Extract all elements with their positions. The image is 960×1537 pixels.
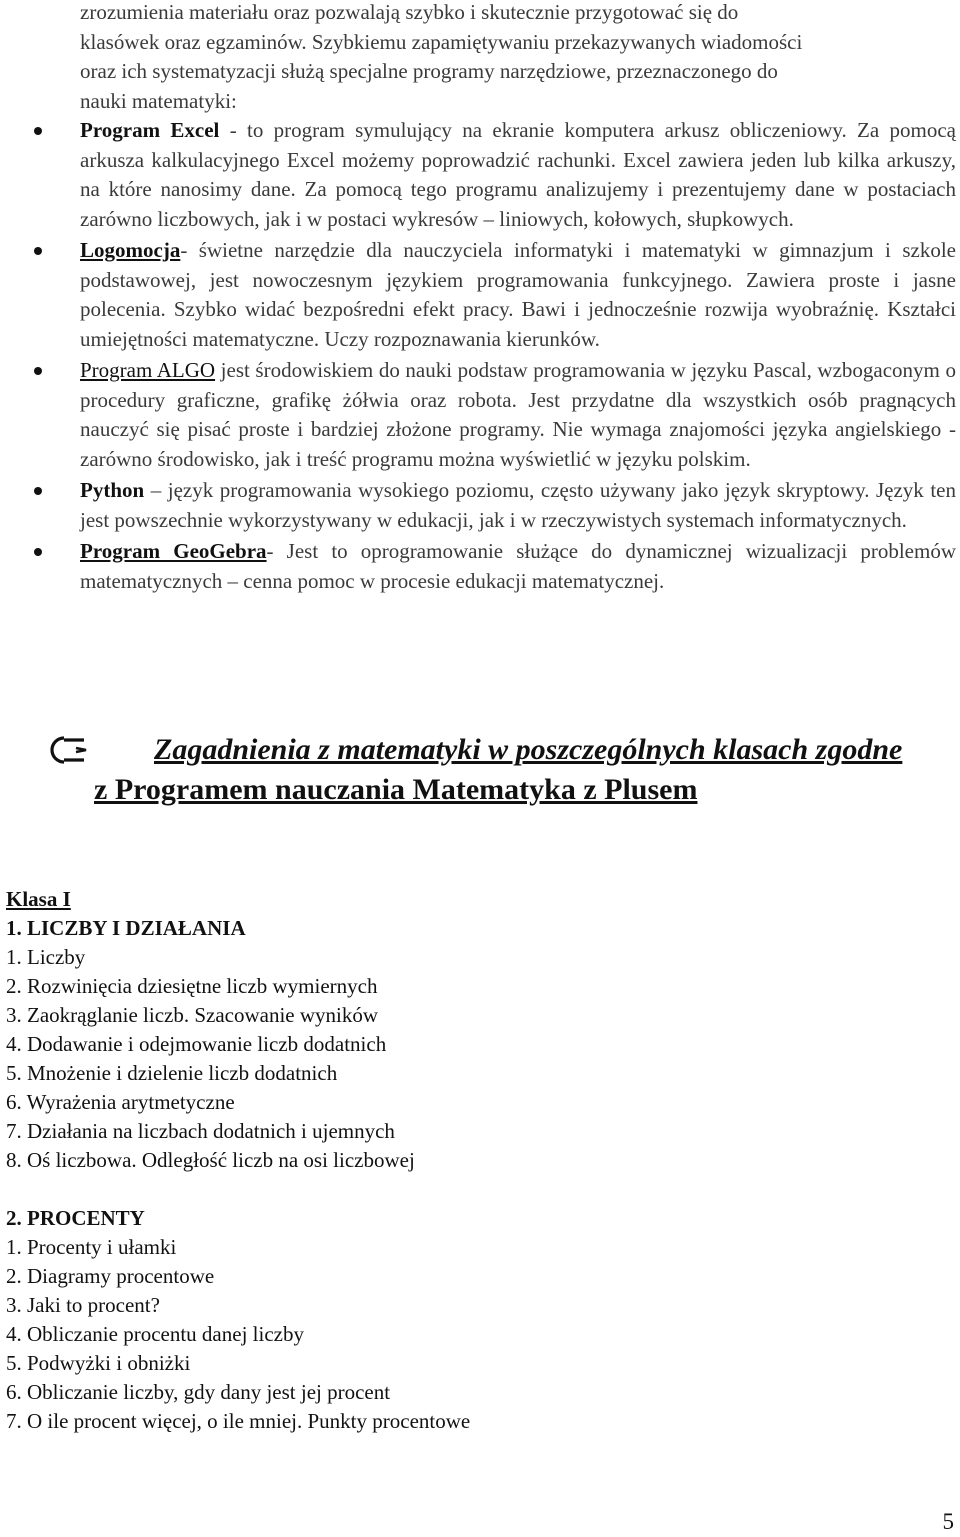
intro-line-4: nauki matematyki: bbox=[80, 88, 237, 113]
intro-line-2: klasówek oraz egzaminów. Szybkiemu zapamiętywaniu przekazywanych wiadomości bbox=[80, 29, 803, 54]
tool-name: Python bbox=[80, 478, 145, 502]
tool-name: Program ALGO bbox=[80, 358, 216, 382]
tool-description: – język programowania wysokiego poziomu, często używany jako język skryptowy. Język ten jest powszechnie wykorzystywany w edukacji, jak i w rzeczywistych systemach informatycznych. bbox=[80, 478, 956, 532]
intro-line-3: oraz ich systematyzacji służą specjalne programy narzędziowe, przeznaczonego do bbox=[80, 59, 778, 83]
tool-description: - Jest to oprogramowanie służące do dynamicznej wizualizacji problemów matematycznych – cenna pomoc w procesie edukacji matematycznej. bbox=[80, 539, 956, 593]
tool-item-algo bbox=[80, 356, 956, 474]
list-item: 5. Mnożenie i dzielenie liczb dodatnich bbox=[6, 1061, 338, 1085]
class-title: Klasa I bbox=[6, 887, 71, 911]
intro-paragraph bbox=[80, 0, 956, 116]
list-item: 5. Podwyżki i obniżki bbox=[6, 1351, 191, 1375]
tool-name: Program GeoGebra bbox=[80, 539, 267, 563]
tool-description: - świetne narzędzie dla nauczyciela informatyki i matematyki w gimnazjum i szkole podstawowej, jest nowoczesnym językiem programowania funkcyjnego. Zawiera proste i jasne polecenia. Szybko widać bezpośredni efekt pracy. Bawi i jednocześnie rozwija wyobraźnię. Kształci umiejętności matematyczne. Uczy rozpoznawania kierunków. bbox=[80, 238, 956, 351]
arrow-right-icon bbox=[50, 732, 88, 768]
list-item: 7. O ile procent więcej, o ile mniej. Punkty procentowe bbox=[6, 1409, 471, 1433]
list-item: 8. Oś liczbowa. Odległość liczb na osi liczbowej bbox=[6, 1148, 415, 1172]
tool-item-geogebra bbox=[80, 537, 956, 596]
heading-line-2: z Programem nauczania Matematyka z Plusem bbox=[94, 773, 698, 806]
heading-line-1: Zagadnienia z matematyki w poszczególnych klasach zgodne bbox=[154, 733, 903, 766]
tool-description: - to program symulujący na ekranie komputera arkusz obliczeniowy. Za pomocą arkusza kalkulacyjnego Excel możemy poprowadzić rachunki. Excel zawiera jeden lub kilka arkuszy, na które nanosimy dane. Za pomocą tego programu analizujemy i prezentujemy dane w postaciach zarówno liczbowych, jak i w postaci wykresów – liniowych, kołowych, słupkowych. bbox=[80, 118, 956, 231]
tool-item-excel bbox=[80, 116, 956, 234]
tool-item-python bbox=[80, 476, 956, 535]
bullet-icon bbox=[34, 367, 42, 375]
tool-name: Logomocja bbox=[80, 238, 181, 262]
intro-line-1: zrozumienia materiału oraz pozwalają szybko i skutecznie przygotować się do bbox=[80, 0, 739, 24]
list-item: 1. Liczby bbox=[6, 945, 86, 969]
list-item: 4. Dodawanie i odejmowanie liczb dodatnich bbox=[6, 1032, 387, 1056]
section-title: 2. PROCENTY bbox=[6, 1206, 145, 1230]
list-item: 1. Procenty i ułamki bbox=[6, 1235, 177, 1259]
list-item: 3. Zaokrąglanie liczb. Szacowanie wyników bbox=[6, 1003, 379, 1027]
bullet-icon bbox=[34, 548, 42, 556]
page-number: 5 bbox=[942, 1509, 954, 1534]
list-item: 4. Obliczanie procentu danej liczby bbox=[6, 1322, 304, 1346]
tools-list bbox=[0, 116, 960, 598]
list-item: 3. Jaki to procent? bbox=[6, 1293, 160, 1317]
bullet-icon bbox=[34, 127, 42, 135]
section-title: 1. LICZBY I DZIAŁANIA bbox=[6, 916, 246, 940]
list-item: 2. Diagramy procentowe bbox=[6, 1264, 215, 1288]
tool-item-logomocja bbox=[80, 236, 956, 354]
bullet-icon bbox=[34, 247, 42, 255]
list-item: 7. Działania na liczbach dodatnich i ujemnych bbox=[6, 1119, 395, 1143]
list-item: 6. Wyrażenia arytmetyczne bbox=[6, 1090, 235, 1114]
bullet-icon bbox=[34, 487, 42, 495]
list-item: 6. Obliczanie liczby, gdy dany jest jej procent bbox=[6, 1380, 391, 1404]
spacer bbox=[6, 1175, 906, 1204]
tool-description: jest środowiskiem do nauki podstaw programowania w języku Pascal, wzbogaconym o procedury graficzne, grafikę żółwia oraz robota. Jest przydatne dla wszystkich osób pragnących nauczyć się pisać proste i bardziej złożone programy. Nie wymaga znajomości języka angielskiego - zarówno środowisko, jak i treść programu można wyświetlić w języku polskim. bbox=[80, 358, 956, 471]
list-item: 2. Rozwinięcia dziesiętne liczb wymiernych bbox=[6, 974, 378, 998]
curriculum bbox=[6, 885, 906, 1436]
tool-name: Program Excel bbox=[80, 118, 220, 142]
